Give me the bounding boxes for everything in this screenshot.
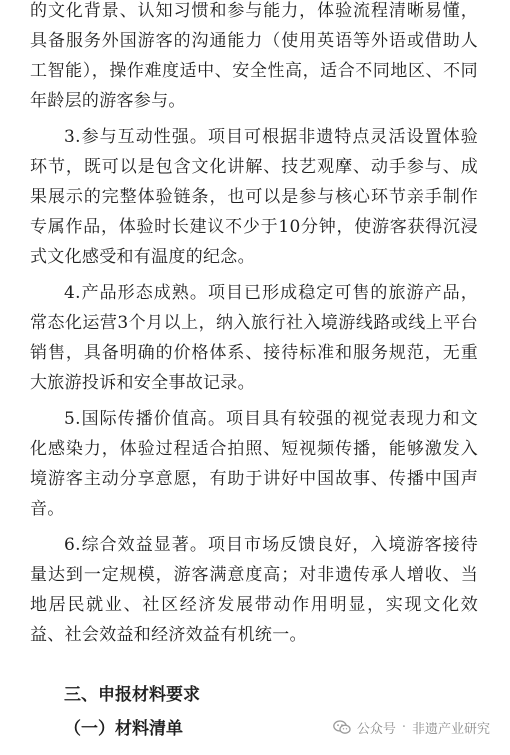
wechat-watermark <box>329 716 494 739</box>
watermark-platform: 公众号 <box>356 722 396 737</box>
wechat-icon <box>333 720 351 735</box>
paragraph-criterion-2-continued: 的文化背景、认知习惯和参与能力，体验流程清晰易懂，具备服务外国游客的沟通能力（使用英语等外语或借助人工智能），操作难度适中、安全性高，适合不同地区、不同年龄层的游客参与。 <box>30 1 478 111</box>
paragraph-criterion-5: 5.国际传播价值高。项目具有较强的视觉表现力和文化感染力，体验过程适合拍照、短视频传播，能够激发入境游客主动分享意愿，有助于讲好中国故事、传播中国声音。 <box>30 409 478 519</box>
paragraph-criterion-6: 6.综合效益显著。项目市场反馈良好，入境游客接待量达到一定规模，游客满意度高；对非遗传承人增收、当地居民就业、社区经济发展带动作用明显，实现文化效益、社会效益和经济效益有机统一。 <box>30 535 478 645</box>
paragraph-criterion-3: 3.参与互动性强。项目可根据非遗特点灵活设置体验环节，既可以是包含文化讲解、技艺观摩、动手参与、成果展示的完整体验链条，也可以是参与核心环节亲手制作专属作品，体验时长建议不少于10分钟，使游客获得沉浸式文化感受和有温度的纪念。 <box>30 127 478 267</box>
watermark-account-name: 非遗产业研究 <box>411 722 490 737</box>
paragraph-criterion-4: 4.产品形态成熟。项目已形成稳定可售的旅游产品，常态化运营3个月以上，纳入旅行社入境游线路或线上平台销售，具备明确的价格体系、接待标准和服务规范，无重大旅游投诉和安全事故记录。 <box>30 283 478 393</box>
subsection-heading-material-list: （一）材料清单 <box>64 719 183 739</box>
section-heading-materials: 三、申报材料要求 <box>64 685 200 705</box>
watermark-separator: · <box>401 720 406 735</box>
